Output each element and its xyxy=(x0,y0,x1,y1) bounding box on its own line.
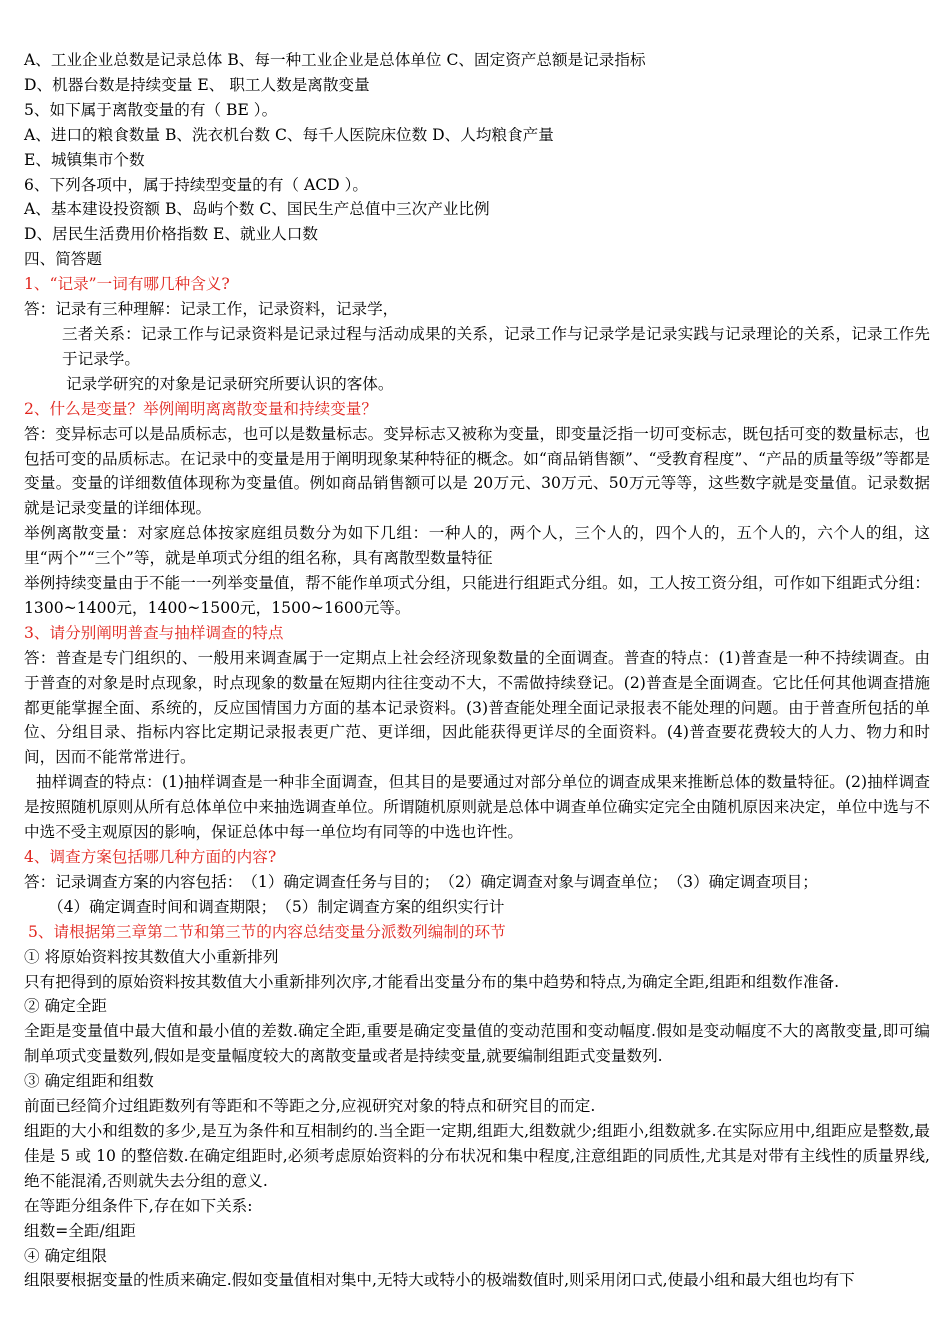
question-heading-4: 4、调查方案包括哪几种方面的内容? xyxy=(24,848,277,866)
step-paragraph: 组距的大小和组数的多少,是互为条件和互相制约的.当全距一定期,组距大,组数就少;组距小,组数就多.在实际应用中,组距应是整数,最佳是 5 或 10 的整倍数.在确定组距时,必须考虑原始资料的分布状况和集中程度,注意组距的同质性,尤其是对带有主线性的质量界线,绝不能混淆,否则就失去分组的意义. xyxy=(24,1121,930,1190)
option-line: E、城镇集市个数 xyxy=(24,150,145,169)
answer-line: 记录学研究的对象是记录研究所要认识的客体。 xyxy=(66,374,394,393)
option-line: D、居民生活费用价格指数 E、就业人口数 xyxy=(24,225,318,244)
question-line: 5、如下属于离散变量的有（ BE ）。 xyxy=(24,100,278,119)
answer-paragraph: 答：变异标志可以是品质标志，也可以是数量标志。变异标志又被称为变量，即变量泛指一切可变标志，既包括可变的数量标志，也包括可变的品质标志。在记录中的变量是用于阐明现象某种特征的概念。如“商品销售额”、“受教育程度”、“产品的质量等级”等都是变量。变量的详细数值体现称为变量值。例如商品销售额可以是 20万元、30万元、50万元等等，这些数字就是变量值。记录数据就是记录变量的详细体现。 xyxy=(24,424,930,518)
answer-line: （4）确定调查时间和调查期限； （5）制定调查方案的组织实行计 xyxy=(48,897,505,916)
question-heading-5: 5、请根据第三章第二节和第三节的内容总结变量分派数列编制的环节 xyxy=(28,922,506,941)
option-line: A、工业企业总数是记录总体 B、每一种工业企业是总体单位 C、固定资产总额是记录指标 xyxy=(24,51,646,69)
answer-paragraph: 答：普查是专门组织的、一般用来调查属于一定期点上社会经济现象数量的全面调查。普查的特点：(1)普查是一种不持续调查。由于普查的对象是时点现象，时点现象的数量在短期内往往变动不大，不需做持续登记。(2)普查是全面调查。它比任何其他调查措施都更能掌握全面、系统的，反应国情国力方面的基本记录资料。(3)普查能处理全面记录报表不能处理的问题。由于普查所包括的单位、分组目录、指标内容比定期记录报表更广范、更详细，因此能获得更详尽的全面资料。(4)普查要花费较大的人力、物力和时间，因而不能常常进行。 xyxy=(24,648,930,767)
step-heading: ④ 确定组限 xyxy=(24,1246,107,1265)
answer-line: 答：记录调查方案的内容包括： （1）确定调查任务与目的； （2）确定调查对象与调查单位； （3）确定调查项目； xyxy=(24,872,818,891)
step-heading: ② 确定全距 xyxy=(24,997,107,1016)
step-paragraph: 前面已经简介过组距数列有等距和不等距之分,应视研究对象的特点和研究目的而定. xyxy=(24,1097,596,1116)
question-heading-1: 1、“记录”一词有哪几种含义? xyxy=(24,275,230,294)
question-heading-2: 2、什么是变量？举例阐明离离散变量和持续变量？ xyxy=(24,399,377,418)
answer-paragraph: 举例离散变量：对家庭总体按家庭组员数分为如下几组：一种人的，两个人，三个人的，四个人的，五个人的，六个人的组，这里“两个”“三个”等，就是单项式分组的组名称，具有离散型数量特征 xyxy=(24,524,930,568)
answer-label: 答： xyxy=(24,300,56,319)
step-heading: ③ 确定组距和组数 xyxy=(24,1072,154,1091)
option-line: A、进口的粮食数量 B、洗衣机台数 C、每千人医院床位数 D、人均粮食产量 xyxy=(24,125,554,144)
answer-text: 记录有三种理解：记录工作，记录资料，记录学， xyxy=(55,300,399,319)
option-line: A、基本建设投资额 B、岛屿个数 C、国民生产总值中三次产业比例 xyxy=(24,200,490,219)
question-line: 6、下列各项中，属于持续型变量的有（ ACD ）。 xyxy=(24,175,369,194)
answer-paragraph: 三者关系：记录工作与记录资料是记录过程与活动成果的关系，记录工作与记录学是记录实践与记录理论的关系，记录工作先于记录学。 xyxy=(62,324,930,368)
option-line: D、机器台数是持续变量 E、 职工人数是离散变量 xyxy=(24,75,370,94)
step-heading: ① 将原始资料按其数值大小重新排列 xyxy=(24,947,279,966)
answer-line xyxy=(24,297,930,322)
answer-paragraph: 举例持续变量由于不能一一列举变量值，帮不能作单项式分组，只能进行组距式分组。如，工人按工资分组，可作如下组距式分组：1300~1400元，1400~1500元，1500~1600元等。 xyxy=(24,574,930,617)
answer-paragraph: 抽样调查的特点：(1)抽样调查是一种非全面调查，但其目的是要通过对部分单位的调查成果来推断总体的数量特征。(2)抽样调查是按照随机原则从所有总体单位中来抽选调查单位。所谓随机原则就是总体中调查单位确实定完全由随机原因来决定，单位中选与不中选不受主观原因的影响，保证总体中每一单位均有同等的中选也许性。 xyxy=(24,773,930,842)
document-page xyxy=(24,48,930,1293)
step-paragraph: 只有把得到的原始资料按其数值大小重新排列次序,才能看出变量分布的集中趋势和特点,为确定全距,组距和组数作准备. xyxy=(24,972,840,991)
question-heading-3: 3、请分别阐明普查与抽样调查的特点 xyxy=(24,623,284,642)
formula-line: 组数=全距/组距 xyxy=(24,1221,136,1240)
step-paragraph: 在等距分组条件下,存在如下关系: xyxy=(24,1196,253,1215)
step-paragraph: 全距是变量值中最大值和最小值的差数.确定全距,重要是确定变量值的变动范围和变动幅度.假如是变动幅度不大的离散变量,即可编制单项式变量数列,假如是变量幅度较大的离散变量或者是持续变量,就要编制组距式变量数列. xyxy=(24,1022,930,1066)
step-paragraph: 组限要根据变量的性质来确定.假如变量值相对集中,无特大或特小的极端数值时,则采用闭口式,使最小组和最大组也均有下 xyxy=(24,1271,855,1290)
section-heading: 四、简答题 xyxy=(24,250,102,269)
